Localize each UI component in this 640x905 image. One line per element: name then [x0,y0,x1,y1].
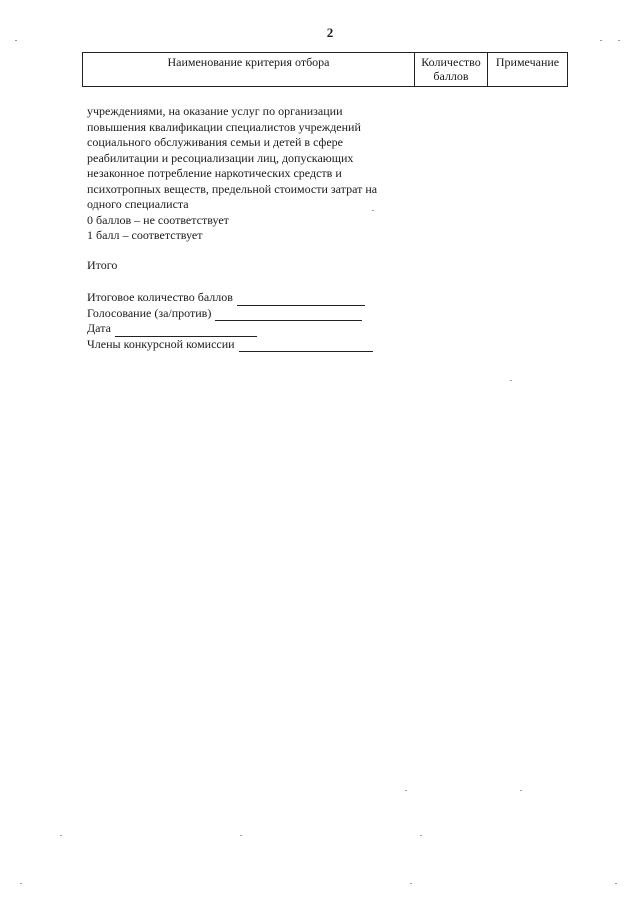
scan-speck [405,790,407,791]
description-line: психотропных веществ, предельной стоимости затрат на [87,181,378,196]
commission-label: Члены конкурсной комиссии [87,336,235,351]
page-number: 2 [326,25,334,40]
score-header-line2: баллов [433,69,469,83]
voting-blank [215,309,362,321]
score-option-zero: 0 баллов – не соответствует [87,212,229,227]
voting-row [87,306,373,322]
voting-label: Голосование (за/против) [87,305,212,320]
scan-speck [15,40,17,41]
description-line: учреждениями, на оказание услуг по организации [87,104,343,118]
score-header [415,53,488,87]
date-label: Дата [87,321,111,335]
description-line: реабилитации и ресоциализации лиц, допускающих [87,150,354,165]
description-line: повышения квалификации специалистов учреждений [87,119,361,134]
commission-row [87,337,373,353]
total-label: Итого [87,258,118,272]
description-line: социального обслуживания семьи и детей в сфере [87,135,343,149]
date-blank [115,325,257,337]
total-score-label: Итоговое количество баллов [87,290,233,304]
scan-speck [410,883,412,884]
criterion-description [87,104,405,244]
date-row [87,321,373,337]
scan-speck [240,835,242,836]
description-line: незаконное потребление наркотических средств и [87,166,342,180]
table-header-row [83,53,568,87]
total-score-blank [237,294,365,306]
scan-speck [618,40,620,41]
total-score-row [87,290,373,306]
score-option-one: 1 балл – соответствует [87,228,203,242]
criteria-table-header [82,52,568,87]
scan-speck [60,835,62,836]
description-line: одного специалиста [87,197,189,211]
scan-speck [20,883,22,884]
scan-speck [615,883,617,884]
scan-speck [520,790,522,791]
criterion-name-header: Наименование критерия отбора [83,53,415,87]
scan-speck [600,40,602,41]
scan-speck [420,835,422,836]
note-header: Примечание [488,53,568,87]
scan-speck [510,380,512,381]
score-header-line1: Количество [421,55,481,69]
signature-block [87,290,373,352]
commission-blank [239,340,373,352]
scan-speck [372,210,374,211]
